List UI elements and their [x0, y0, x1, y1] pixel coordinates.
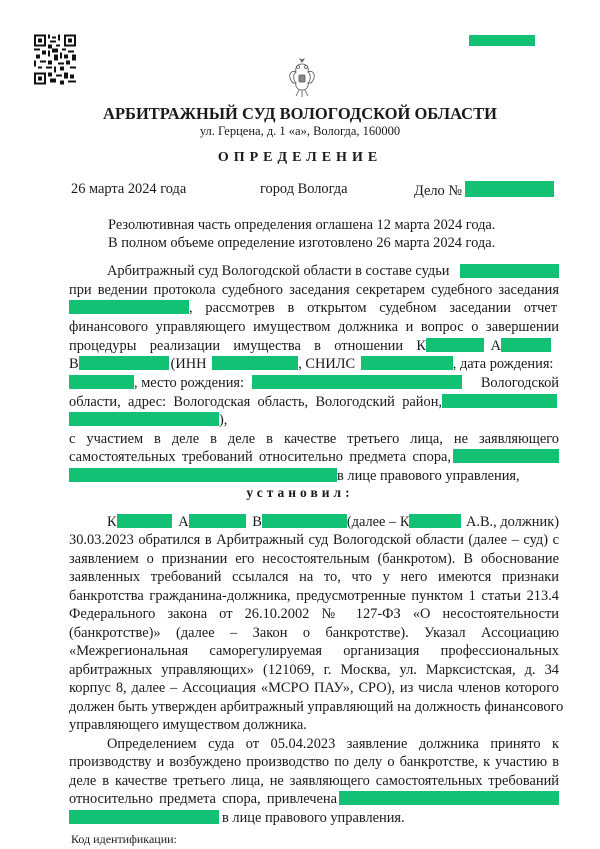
intro-line: В (ИНН , СНИЛС , дата рождения:: [69, 356, 554, 372]
body-line: «Межрегиональная саморегулируемая организация профессиональных: [69, 643, 559, 659]
case-number-label: Дело №: [414, 183, 463, 199]
case-number: [414, 181, 554, 200]
intro-line: самостоятельных требований относительно предмета спора,: [69, 448, 559, 466]
body-line: в лице правового управления.: [69, 809, 559, 827]
redacted-block: [442, 394, 557, 408]
body-line: банкротства гражданина-должника, предусмотренные пунктом 1 статьи 213.4: [69, 588, 559, 604]
redacted-block: [469, 35, 535, 46]
body-line: заявленных требований ссылался на то, что у него имеются признаки: [69, 569, 559, 585]
established-heading: установил:: [246, 485, 354, 500]
redacted-block: [252, 375, 462, 389]
redacted-block: [453, 449, 559, 463]
intro-line: процедуры реализации имущества в отношении К А: [69, 337, 559, 355]
redacted-block: [69, 412, 219, 426]
redacted-block: [69, 300, 189, 314]
document-date: 26 марта 2024 года: [71, 181, 187, 197]
document-city: город Вологда: [260, 181, 348, 197]
id-code-label: Код идентификации:: [71, 832, 177, 846]
redacted-block: [262, 514, 347, 528]
court-name: АРБИТРАЖНЫЙ СУД ВОЛОГОДСКОЙ ОБЛАСТИ: [103, 104, 497, 123]
redacted-block: [69, 810, 219, 824]
russian-coat-of-arms-icon: [287, 58, 317, 100]
qr-code-icon: [34, 34, 76, 85]
intro-line: области, адрес: Вологодская область, Вологодский район,: [69, 393, 559, 411]
redacted-block: [117, 514, 172, 528]
redacted-block: [189, 514, 246, 528]
redacted-block: [69, 468, 337, 482]
redacted-block: [465, 181, 554, 197]
body-line: 30.03.2023 обратился в Арбитражный суд Вологодской области (далее – суд) с: [69, 532, 559, 548]
court-address: ул. Герцена, д. 1 «а», Вологда, 160000: [199, 124, 401, 138]
body-line: должен быть утвержден арбитражный управляющий на должность финансового: [69, 699, 564, 715]
body-line: относительно предмета спора, привлечена: [69, 790, 559, 808]
intro-line: в лице правового управления,: [69, 467, 559, 485]
intro-line: ),: [69, 411, 559, 429]
intro-line: Арбитражный суд Вологодской области в составе судьи: [69, 262, 559, 280]
redacted-block: [361, 356, 453, 370]
redacted-block: [426, 338, 484, 352]
document-title: ОПРЕДЕЛЕНИЕ: [217, 150, 383, 165]
redacted-block: [339, 791, 559, 805]
redacted-block: [69, 375, 134, 389]
body-line: Определением суда от 05.04.2023 заявление должника принято к: [107, 736, 559, 752]
redacted-block: [409, 514, 461, 528]
redacted-block: [501, 338, 551, 352]
body-line: Федерального закона от 26.10.2002 № 127-ФЗ «О несостоятельности: [69, 606, 559, 622]
redacted-block: [212, 356, 298, 370]
body-line: К А В (далее – К А.В., должник): [107, 514, 559, 530]
announce-line-2: В полном объеме определение изготовлено 26 марта 2024 года.: [108, 235, 496, 251]
body-line: управляющего имуществом должника.: [69, 717, 307, 733]
body-line: (банкротстве)» (далее – Закон о банкротстве). Указал Ассоциацию: [69, 625, 559, 641]
body-line: корпус 8, далее – Ассоциация «МСРО ПАУ», СРО), из числа членов которого: [69, 680, 559, 696]
body-line: производству и возбуждено производство по делу о банкротстве, к участию в: [69, 754, 559, 770]
announce-line-1: Резолютивная часть определения оглашена 12 марта 2024 года.: [108, 217, 496, 233]
redacted-block: [79, 356, 169, 370]
body-line: арбитражных управляющих» (121069, г. Москва, ул. Марксистская, д. 34: [69, 662, 559, 678]
intro-line: финансового управляющего имуществом должника и вопрос о завершении: [69, 319, 559, 335]
intro-line: , место рождения: Вологодской: [69, 374, 559, 392]
body-line: заявлением о признании его несостоятельным (банкротом). В обоснование: [69, 551, 559, 567]
intro-line: с участием в деле в деле в качестве третьего лица, не заявляющего: [69, 431, 559, 447]
intro-line: , рассмотрев в открытом судебном заседании отчет: [69, 299, 559, 317]
intro-line: при ведении протокола судебного заседания секретарем судебного заседания: [69, 282, 559, 298]
body-line: деле в качестве третьего лица, не заявляющего самостоятельных требований: [69, 773, 559, 789]
redacted-block: [460, 264, 559, 278]
